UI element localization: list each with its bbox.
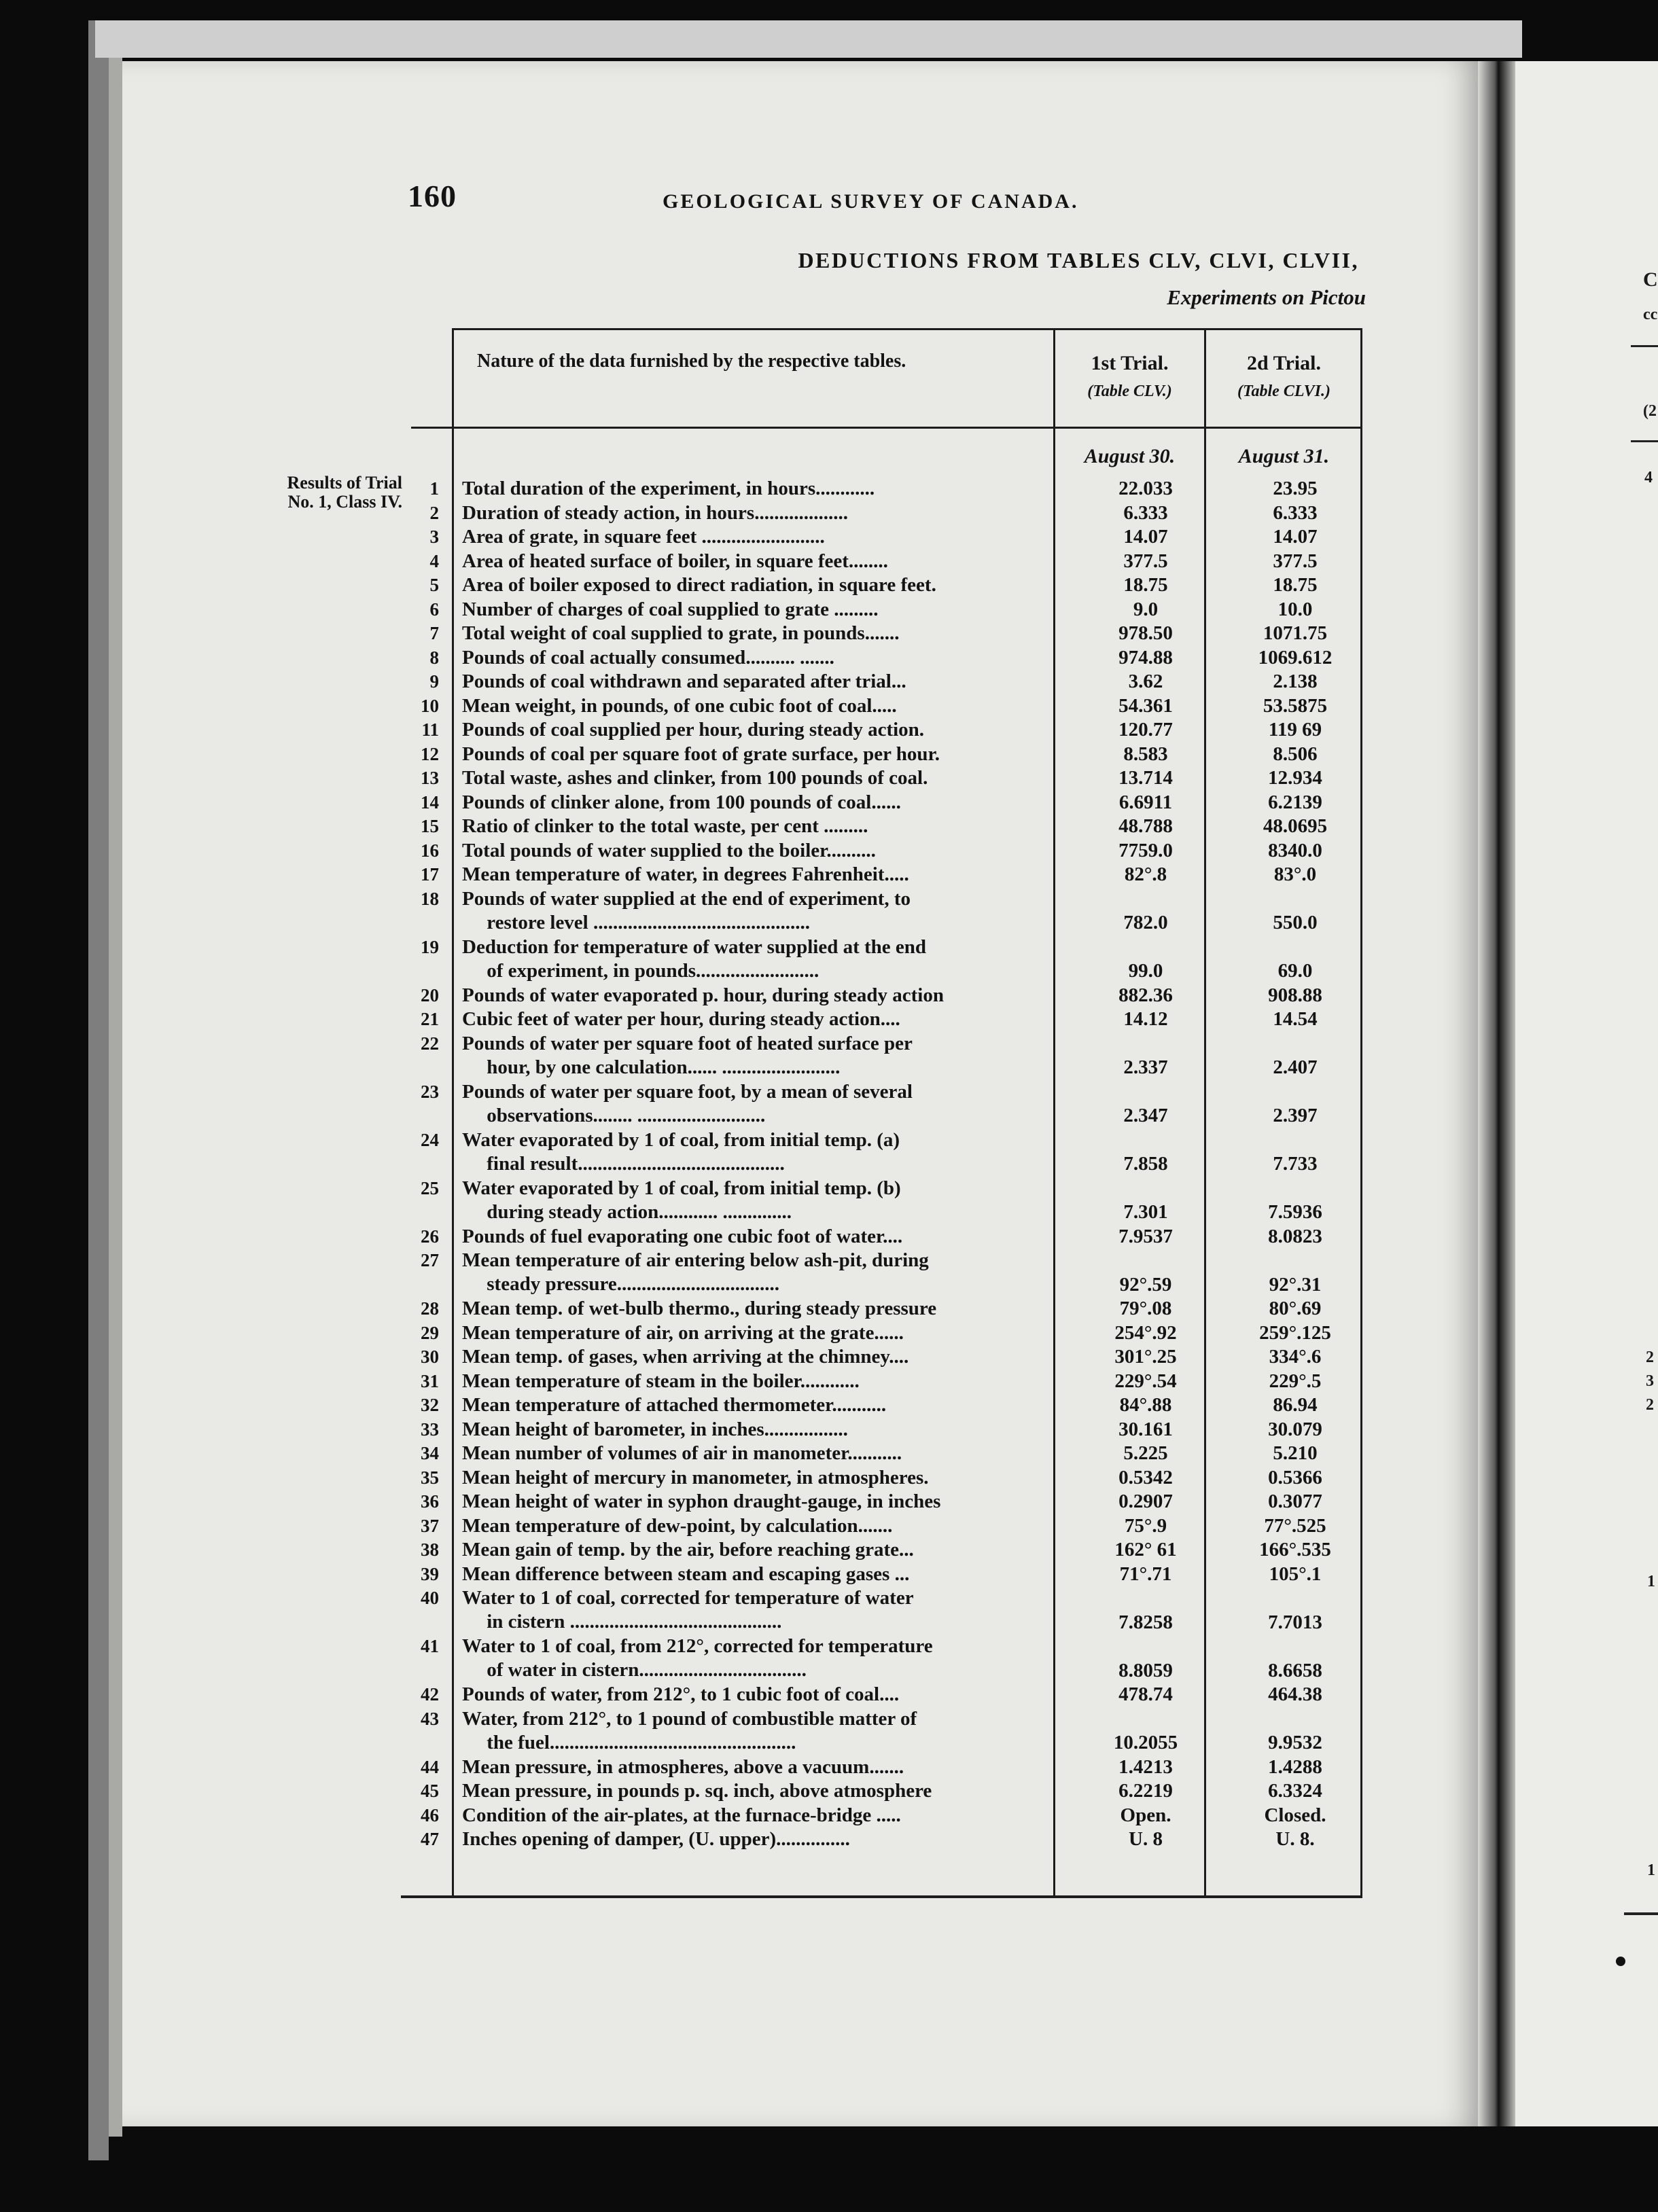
trial-2-value: 69.0 <box>1277 960 1313 982</box>
trial-2-value: 83°.0 <box>1273 863 1317 885</box>
trial-1-value: 254°.92 <box>1114 1321 1177 1344</box>
trial-2-value: 259°.125 <box>1259 1321 1331 1344</box>
trial-1-value: 974.88 <box>1118 646 1173 668</box>
trial-2-value: 92°.31 <box>1269 1273 1322 1296</box>
row-description: Mean temperature of air, on arriving at the grate...... <box>462 1321 904 1344</box>
running-head: GEOLOGICAL SURVEY OF CANADA. <box>663 190 1079 213</box>
trial-1-value: 301°.25 <box>1114 1346 1177 1368</box>
row-number: 41 <box>421 1636 439 1656</box>
facing-rule <box>1631 345 1658 347</box>
row-number: 17 <box>421 864 439 885</box>
row-number: 12 <box>421 743 439 764</box>
trial-1-value: 6.2219 <box>1118 1780 1173 1802</box>
row-description: Area of boiler exposed to direct radiation, in square feet. <box>462 574 936 596</box>
trial-1-value: 2.337 <box>1123 1056 1168 1078</box>
trial-1-value: 30.161 <box>1118 1418 1173 1440</box>
row-description: Pounds of fuel evaporating one cubic foot of water.... <box>462 1225 903 1247</box>
trial-1-value: 99.0 <box>1128 960 1163 982</box>
row-number: 39 <box>421 1563 439 1584</box>
trial-1-value: 54.361 <box>1118 694 1173 717</box>
trial-1-value: Open. <box>1120 1804 1171 1826</box>
row-number: 2 <box>429 502 439 523</box>
facing-dot <box>1616 1957 1625 1966</box>
facing-page <box>1515 61 1658 2126</box>
row-number: 8 <box>429 647 439 668</box>
trial-1-value: 82°.8 <box>1124 863 1167 885</box>
trial-1-value: 71°.71 <box>1119 1563 1172 1585</box>
trial-2-value: 80°.69 <box>1269 1298 1322 1319</box>
row-number: 31 <box>421 1370 439 1391</box>
row-description: Mean temperature of attached thermometer........... <box>462 1394 887 1416</box>
trial-1-value: 1.4213 <box>1118 1755 1173 1778</box>
header-trial-2-sub <box>1207 377 1360 405</box>
trial-1-value: 48.788 <box>1118 815 1173 837</box>
row-number: 21 <box>421 1009 439 1029</box>
row-description: Area of heated surface of boiler, in square feet........ <box>462 550 888 572</box>
header-trial-2-title: 2d Trial. <box>1247 352 1321 374</box>
facing-rule <box>1631 440 1658 442</box>
table-head-rule <box>411 427 1362 429</box>
page-stack-left <box>109 58 122 2137</box>
trial-2-value: 8340.0 <box>1268 839 1322 861</box>
row-description: Total pounds of water supplied to the boiler.......... <box>462 839 876 861</box>
trial-1-value: 882.36 <box>1118 984 1173 1006</box>
trial-1-value: 14.12 <box>1123 1008 1168 1030</box>
trial-2-value: 7.7013 <box>1268 1611 1322 1633</box>
row-description: Total weight of coal supplied to grate, in pounds....... <box>462 622 900 644</box>
row-number: 13 <box>421 768 439 788</box>
trial-2-value: 0.5366 <box>1268 1466 1322 1488</box>
row-number: 42 <box>421 1684 439 1705</box>
row-description: Water evaporated by 1 of coal, from initial temp. (a) final result.......................................... <box>462 1128 900 1175</box>
trial-2-value: 1.4288 <box>1268 1755 1322 1778</box>
facing-fragment: C <box>1643 268 1658 291</box>
trial-2-value: 229°.5 <box>1269 1370 1322 1392</box>
column-rule <box>452 328 454 1897</box>
row-description: Condition of the air-plates, at the furnace-bridge ..... <box>462 1804 901 1826</box>
header-trial-2-table: (Table CLVI.) <box>1237 382 1330 400</box>
header-trial-2 <box>1207 350 1360 405</box>
table-bottom-rule <box>401 1895 1362 1898</box>
row-number: 16 <box>421 840 439 861</box>
trial-1-value: 84°.88 <box>1119 1394 1172 1416</box>
row-description: Ratio of clinker to the total waste, per cent ......... <box>462 815 868 837</box>
trial-2-value: 7.733 <box>1273 1153 1318 1175</box>
row-number: 29 <box>421 1322 439 1343</box>
margin-note-line: Results of Trial <box>287 473 402 493</box>
facing-fragment: 3 <box>1646 1372 1654 1390</box>
facing-fragment: (2 <box>1643 402 1657 420</box>
row-description: Number of charges of coal supplied to grate ......... <box>462 598 879 620</box>
trial-2-value: 86.94 <box>1273 1394 1318 1416</box>
row-description: Pounds of water per square foot, by a mean of several observations........ .......................... <box>462 1080 913 1126</box>
trial-2-value: 9.9532 <box>1268 1732 1322 1753</box>
row-number: 19 <box>421 936 439 957</box>
trial-2-value: 2.138 <box>1273 671 1318 692</box>
trial-2-value: 105°.1 <box>1269 1563 1322 1585</box>
row-number: 45 <box>421 1781 439 1801</box>
row-description: Mean height of mercury in manometer, in atmospheres. <box>462 1466 929 1488</box>
row-description: Pounds of water supplied at the end of experiment, to restore level ............................................ <box>462 887 911 933</box>
row-description: Pounds of coal actually consumed.......... ....... <box>462 646 834 668</box>
row-number: 32 <box>421 1395 439 1415</box>
row-number: 1 <box>429 478 439 499</box>
facing-fragment: 2 <box>1646 1349 1654 1366</box>
table-title: DEDUCTIONS FROM TABLES CLV, CLVI, CLVII, <box>798 248 1359 272</box>
trial-1-value: 0.5342 <box>1118 1466 1173 1488</box>
row-number: 40 <box>421 1588 439 1608</box>
trial-2-value: 14.07 <box>1273 526 1318 548</box>
date-trial-2: August 31. <box>1238 445 1330 467</box>
trial-2-value: 77°.525 <box>1264 1514 1326 1537</box>
row-number: 34 <box>421 1443 439 1463</box>
row-description: Mean gain of temp. by the air, before reaching grate... <box>462 1539 914 1560</box>
row-description: Mean pressure, in pounds p. sq. inch, above atmosphere <box>462 1780 932 1802</box>
row-number: 25 <box>421 1177 439 1198</box>
row-description: Mean temp. of gases, when arriving at the chimney.... <box>462 1346 909 1368</box>
trial-1-value: 7759.0 <box>1118 839 1173 861</box>
row-number: 47 <box>421 1829 439 1849</box>
row-description: Mean number of volumes of air in manometer........... <box>462 1442 902 1464</box>
facing-fragment: 4 <box>1644 469 1653 486</box>
facing-fragment: cc <box>1643 306 1658 323</box>
page-number: 160 <box>408 179 457 213</box>
row-number: 46 <box>421 1804 439 1825</box>
row-number: 22 <box>421 1033 439 1054</box>
trial-1-value: 2.347 <box>1123 1105 1168 1126</box>
row-number: 10 <box>421 695 439 716</box>
trial-1-value: U. 8 <box>1129 1828 1163 1850</box>
trial-1-value: 978.50 <box>1118 622 1173 644</box>
row-description: Mean pressure, in atmospheres, above a vacuum....... <box>462 1755 904 1778</box>
trial-2-value: 8.506 <box>1273 743 1318 765</box>
trial-2-value: 166°.535 <box>1259 1539 1331 1560</box>
trial-2-value: 8.0823 <box>1268 1225 1322 1247</box>
trial-2-value: 0.3077 <box>1268 1491 1322 1512</box>
row-number: 27 <box>421 1250 439 1270</box>
trial-2-value: 1069.612 <box>1258 646 1333 668</box>
row-description: Mean temperature of air entering below ash-pit, during steady pressure................................. <box>462 1249 929 1295</box>
trial-2-value: 23.95 <box>1273 478 1318 499</box>
trial-1-value: 10.2055 <box>1113 1732 1178 1753</box>
table-top-rule <box>452 328 1362 330</box>
row-number: 15 <box>421 816 439 836</box>
row-number: 26 <box>421 1226 439 1247</box>
trial-1-value: 782.0 <box>1123 912 1168 933</box>
row-description: Cubic feet of water per hour, during steady action.... <box>462 1008 900 1030</box>
trial-2-value: 53.5875 <box>1263 694 1328 717</box>
trial-2-value: U. 8. <box>1275 1828 1315 1850</box>
row-number: 6 <box>429 599 439 620</box>
row-number: 44 <box>421 1756 439 1777</box>
trial-2-value: 6.3324 <box>1268 1780 1322 1802</box>
header-trial-1-title: 1st Trial. <box>1091 352 1169 374</box>
row-number: 7 <box>429 623 439 643</box>
trial-2-value: 377.5 <box>1273 550 1318 572</box>
row-number: 37 <box>421 1515 439 1536</box>
margin-note-line: No. 1, Class IV. <box>287 492 402 512</box>
trial-2-value: 10.0 <box>1277 598 1313 620</box>
trial-1-value: 7.301 <box>1123 1201 1168 1223</box>
header-trial-1-table: (Table CLV.) <box>1087 382 1172 400</box>
row-number: 14 <box>421 791 439 813</box>
book-spine <box>1478 61 1515 2126</box>
trial-1-value: 120.77 <box>1118 719 1173 741</box>
trial-1-value: 0.2907 <box>1118 1491 1173 1512</box>
trial-1-value: 7.858 <box>1123 1153 1168 1175</box>
facing-fragment: 1 <box>1647 1573 1655 1590</box>
trial-1-value: 5.225 <box>1123 1442 1168 1464</box>
trial-1-value: 6.333 <box>1123 501 1168 524</box>
trial-1-value: 377.5 <box>1123 550 1168 572</box>
header-nature: Nature of the data furnished by the respective tables. <box>477 351 906 372</box>
trial-1-value: 7.9537 <box>1118 1225 1173 1247</box>
trial-1-value: 3.62 <box>1128 671 1163 692</box>
row-description: Mean temperature of dew-point, by calculation....... <box>462 1514 893 1537</box>
trial-2-value: 6.2139 <box>1268 791 1322 813</box>
page-stack-top <box>95 20 1522 58</box>
facing-rule <box>1624 1912 1658 1915</box>
row-number: 18 <box>421 888 439 909</box>
date-trial-1: August 30. <box>1084 445 1176 467</box>
row-description: Pounds of water, from 212°, to 1 cubic foot of coal.... <box>462 1683 900 1705</box>
trial-2-value: 7.5936 <box>1268 1201 1322 1223</box>
trial-2-value: 48.0695 <box>1263 815 1328 837</box>
row-description: Mean temperature of steam in the boiler............ <box>462 1370 860 1392</box>
trial-1-value: 162° 61 <box>1114 1539 1177 1560</box>
trial-2-value: 119 69 <box>1268 719 1322 741</box>
trial-2-value: 2.407 <box>1273 1056 1318 1078</box>
trial-1-value: 478.74 <box>1118 1683 1173 1705</box>
trial-2-value: 908.88 <box>1268 984 1322 1006</box>
trial-1-value: 229°.54 <box>1114 1370 1177 1392</box>
row-description: Total waste, ashes and clinker, from 100 pounds of coal. <box>462 767 928 789</box>
row-description: Pounds of clinker alone, from 100 pounds of coal...... <box>462 791 901 813</box>
row-number: 3 <box>429 527 439 547</box>
row-number: 43 <box>421 1708 439 1729</box>
trial-1-value: 13.714 <box>1118 767 1173 789</box>
row-description: Mean height of water in syphon draught-gauge, in inches <box>462 1491 941 1512</box>
trial-1-value: 75°.9 <box>1124 1514 1167 1537</box>
trial-1-value: 7.8258 <box>1118 1611 1173 1633</box>
trial-2-value: 30.079 <box>1268 1418 1322 1440</box>
row-description: Pounds of coal per square foot of grate surface, per hour. <box>462 743 940 765</box>
row-description: Pounds of coal supplied per hour, during steady action. <box>462 719 925 741</box>
row-number: 4 <box>429 550 439 571</box>
row-description: Pounds of water per square foot of heated surface per hour, by one calculation...... ........................ <box>462 1032 913 1078</box>
row-number: 24 <box>421 1129 439 1150</box>
row-number: 38 <box>421 1539 439 1560</box>
trial-2-value: 1071.75 <box>1263 622 1328 644</box>
trial-2-value: 550.0 <box>1273 912 1318 933</box>
row-description: Mean difference between steam and escaping gases ... <box>462 1563 910 1585</box>
trial-1-value: 18.75 <box>1123 574 1168 596</box>
row-description: Mean height of barometer, in inches................. <box>462 1418 848 1440</box>
trial-1-value: 14.07 <box>1123 526 1168 548</box>
trial-2-value: 464.38 <box>1268 1683 1322 1705</box>
trial-2-value: 12.934 <box>1268 767 1322 789</box>
row-description: Total duration of the experiment, in hours............ <box>462 478 875 499</box>
row-number: 33 <box>421 1419 439 1440</box>
facing-fragment: 2 <box>1646 1396 1654 1414</box>
trial-2-value: 5.210 <box>1273 1442 1318 1464</box>
trial-1-value: 9.0 <box>1133 598 1159 620</box>
row-description: Mean weight, in pounds, of one cubic foot of coal..... <box>462 694 897 717</box>
trial-2-value: 6.333 <box>1273 501 1318 524</box>
row-description: Water evaporated by 1 of coal, from initial temp. (b) during steady action............ .............. <box>462 1177 901 1223</box>
row-number: 23 <box>421 1081 439 1102</box>
row-description: Water to 1 of coal, from 212°, corrected for temperature of water in cistern.................................. <box>462 1635 933 1681</box>
row-description: Deduction for temperature of water supplied at the end of experiment, in pounds......................... <box>462 935 927 982</box>
row-number: 9 <box>429 671 439 692</box>
facing-fragment: 1 <box>1647 1861 1655 1879</box>
row-description: Area of grate, in square feet ......................... <box>462 526 825 548</box>
column-rule <box>1360 328 1362 1897</box>
row-number: 36 <box>421 1491 439 1512</box>
row-number: 5 <box>429 575 439 595</box>
trial-2-value: 8.6658 <box>1268 1659 1322 1681</box>
table-subtitle: Experiments on Pictou <box>1167 285 1366 309</box>
header-trial-1 <box>1057 350 1203 405</box>
header-trial-1-sub <box>1057 377 1203 405</box>
row-description: Pounds of coal withdrawn and separated after trial... <box>462 671 906 692</box>
page-stack-edge <box>88 20 109 2160</box>
row-description: Duration of steady action, in hours................... <box>462 501 848 524</box>
trial-1-value: 6.6911 <box>1118 791 1173 813</box>
row-number: 28 <box>421 1298 439 1319</box>
trial-1-value: 8.583 <box>1123 743 1168 765</box>
trial-1-value: 22.033 <box>1118 478 1173 499</box>
row-description: Water to 1 of coal, corrected for temperature of water in cistern ........................................... <box>462 1587 914 1633</box>
row-description: Pounds of water evaporated p. hour, during steady action <box>462 984 944 1006</box>
trial-1-value: 92°.59 <box>1119 1273 1172 1296</box>
trial-1-value: 8.8059 <box>1118 1659 1173 1681</box>
trial-2-value: 18.75 <box>1273 574 1318 596</box>
row-number: 30 <box>421 1346 439 1367</box>
trial-2-value: 14.54 <box>1273 1008 1318 1030</box>
row-description: Mean temperature of water, in degrees Fahrenheit..... <box>462 863 909 885</box>
trial-2-value: Closed. <box>1264 1804 1326 1826</box>
row-description: Inches opening of damper, (U. upper)............... <box>462 1828 850 1850</box>
row-number: 11 <box>421 719 439 740</box>
trial-2-value: 2.397 <box>1273 1105 1318 1126</box>
trial-2-value: 334°.6 <box>1269 1346 1322 1368</box>
row-description: Water, from 212°, to 1 pound of combustible matter of the fuel.................................................. <box>462 1707 917 1753</box>
margin-note <box>245 474 402 512</box>
trial-1-value: 79°.08 <box>1119 1298 1172 1319</box>
row-number: 20 <box>421 984 439 1005</box>
row-number: 35 <box>421 1467 439 1488</box>
row-description: Mean temp. of wet-bulb thermo., during steady pressure <box>462 1298 937 1319</box>
